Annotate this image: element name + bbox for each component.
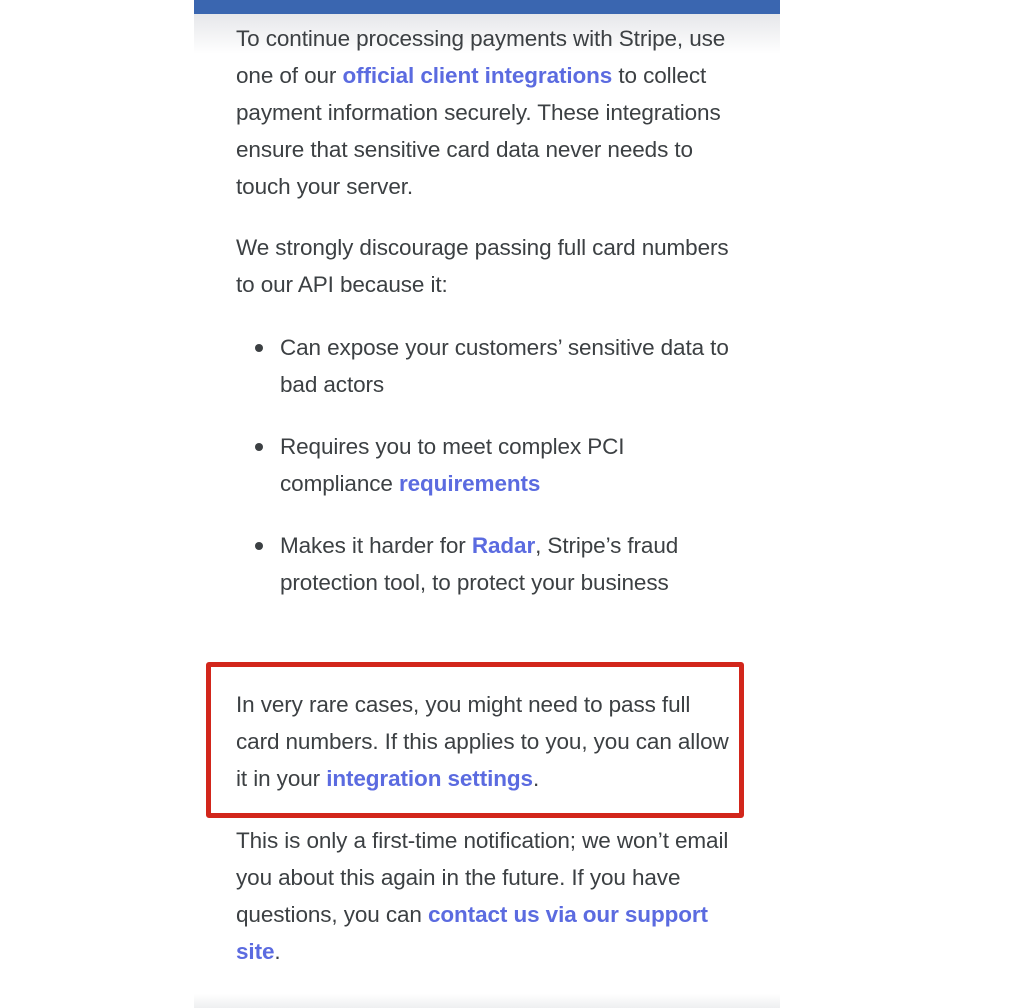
official-client-integrations-link[interactable]: official client integrations [342,63,613,88]
paragraph-text: In very rare cases, you might need to pass full card numbers. If this applies to you, you can allow it in your [236,692,729,791]
paragraph-text: . [274,939,281,964]
paragraph-text: to collect payment information securely. These integrations ensure that sensitive card data never needs to touch your server. [236,63,721,199]
paragraph-text: To continue processing payments with Stripe, use one of our [236,26,726,88]
reasons-list [236,329,736,601]
contact-support-link[interactable]: contact us via our support site [236,902,708,964]
highlight-box [206,662,744,818]
footer-shadow [194,994,780,1008]
list-item-text: Requires you to meet complex PCI compliance [280,434,625,496]
email-body [236,20,736,626]
paragraph-discourage: We strongly discourage passing full card numbers to our API because it: [236,235,729,297]
requirements-link[interactable]: requirements [398,471,541,496]
radar-link[interactable]: Radar [471,533,536,558]
email-header-bar [194,0,780,14]
email-panel [194,0,780,1008]
paragraph-text: . [532,766,540,791]
bullet-icon [255,542,263,550]
integration-settings-link[interactable]: integration settings [326,766,533,791]
list-item-text: Makes it harder for [280,533,472,558]
list-item-text: Can expose your customers’ sensitive data to bad actors [280,335,729,397]
bullet-icon [255,344,263,352]
list-item [236,527,736,601]
list-item [236,329,736,403]
paragraph-notification [236,822,736,970]
bullet-icon [255,443,263,451]
list-item [236,428,736,502]
paragraph-text: This is only a first-time notification; we won’t email you about this again in the future. If you have questions, you can [236,828,729,927]
paragraph-integrations [236,20,736,205]
list-item-text: , Stripe’s fraud protection tool, to protect your business [280,533,679,595]
